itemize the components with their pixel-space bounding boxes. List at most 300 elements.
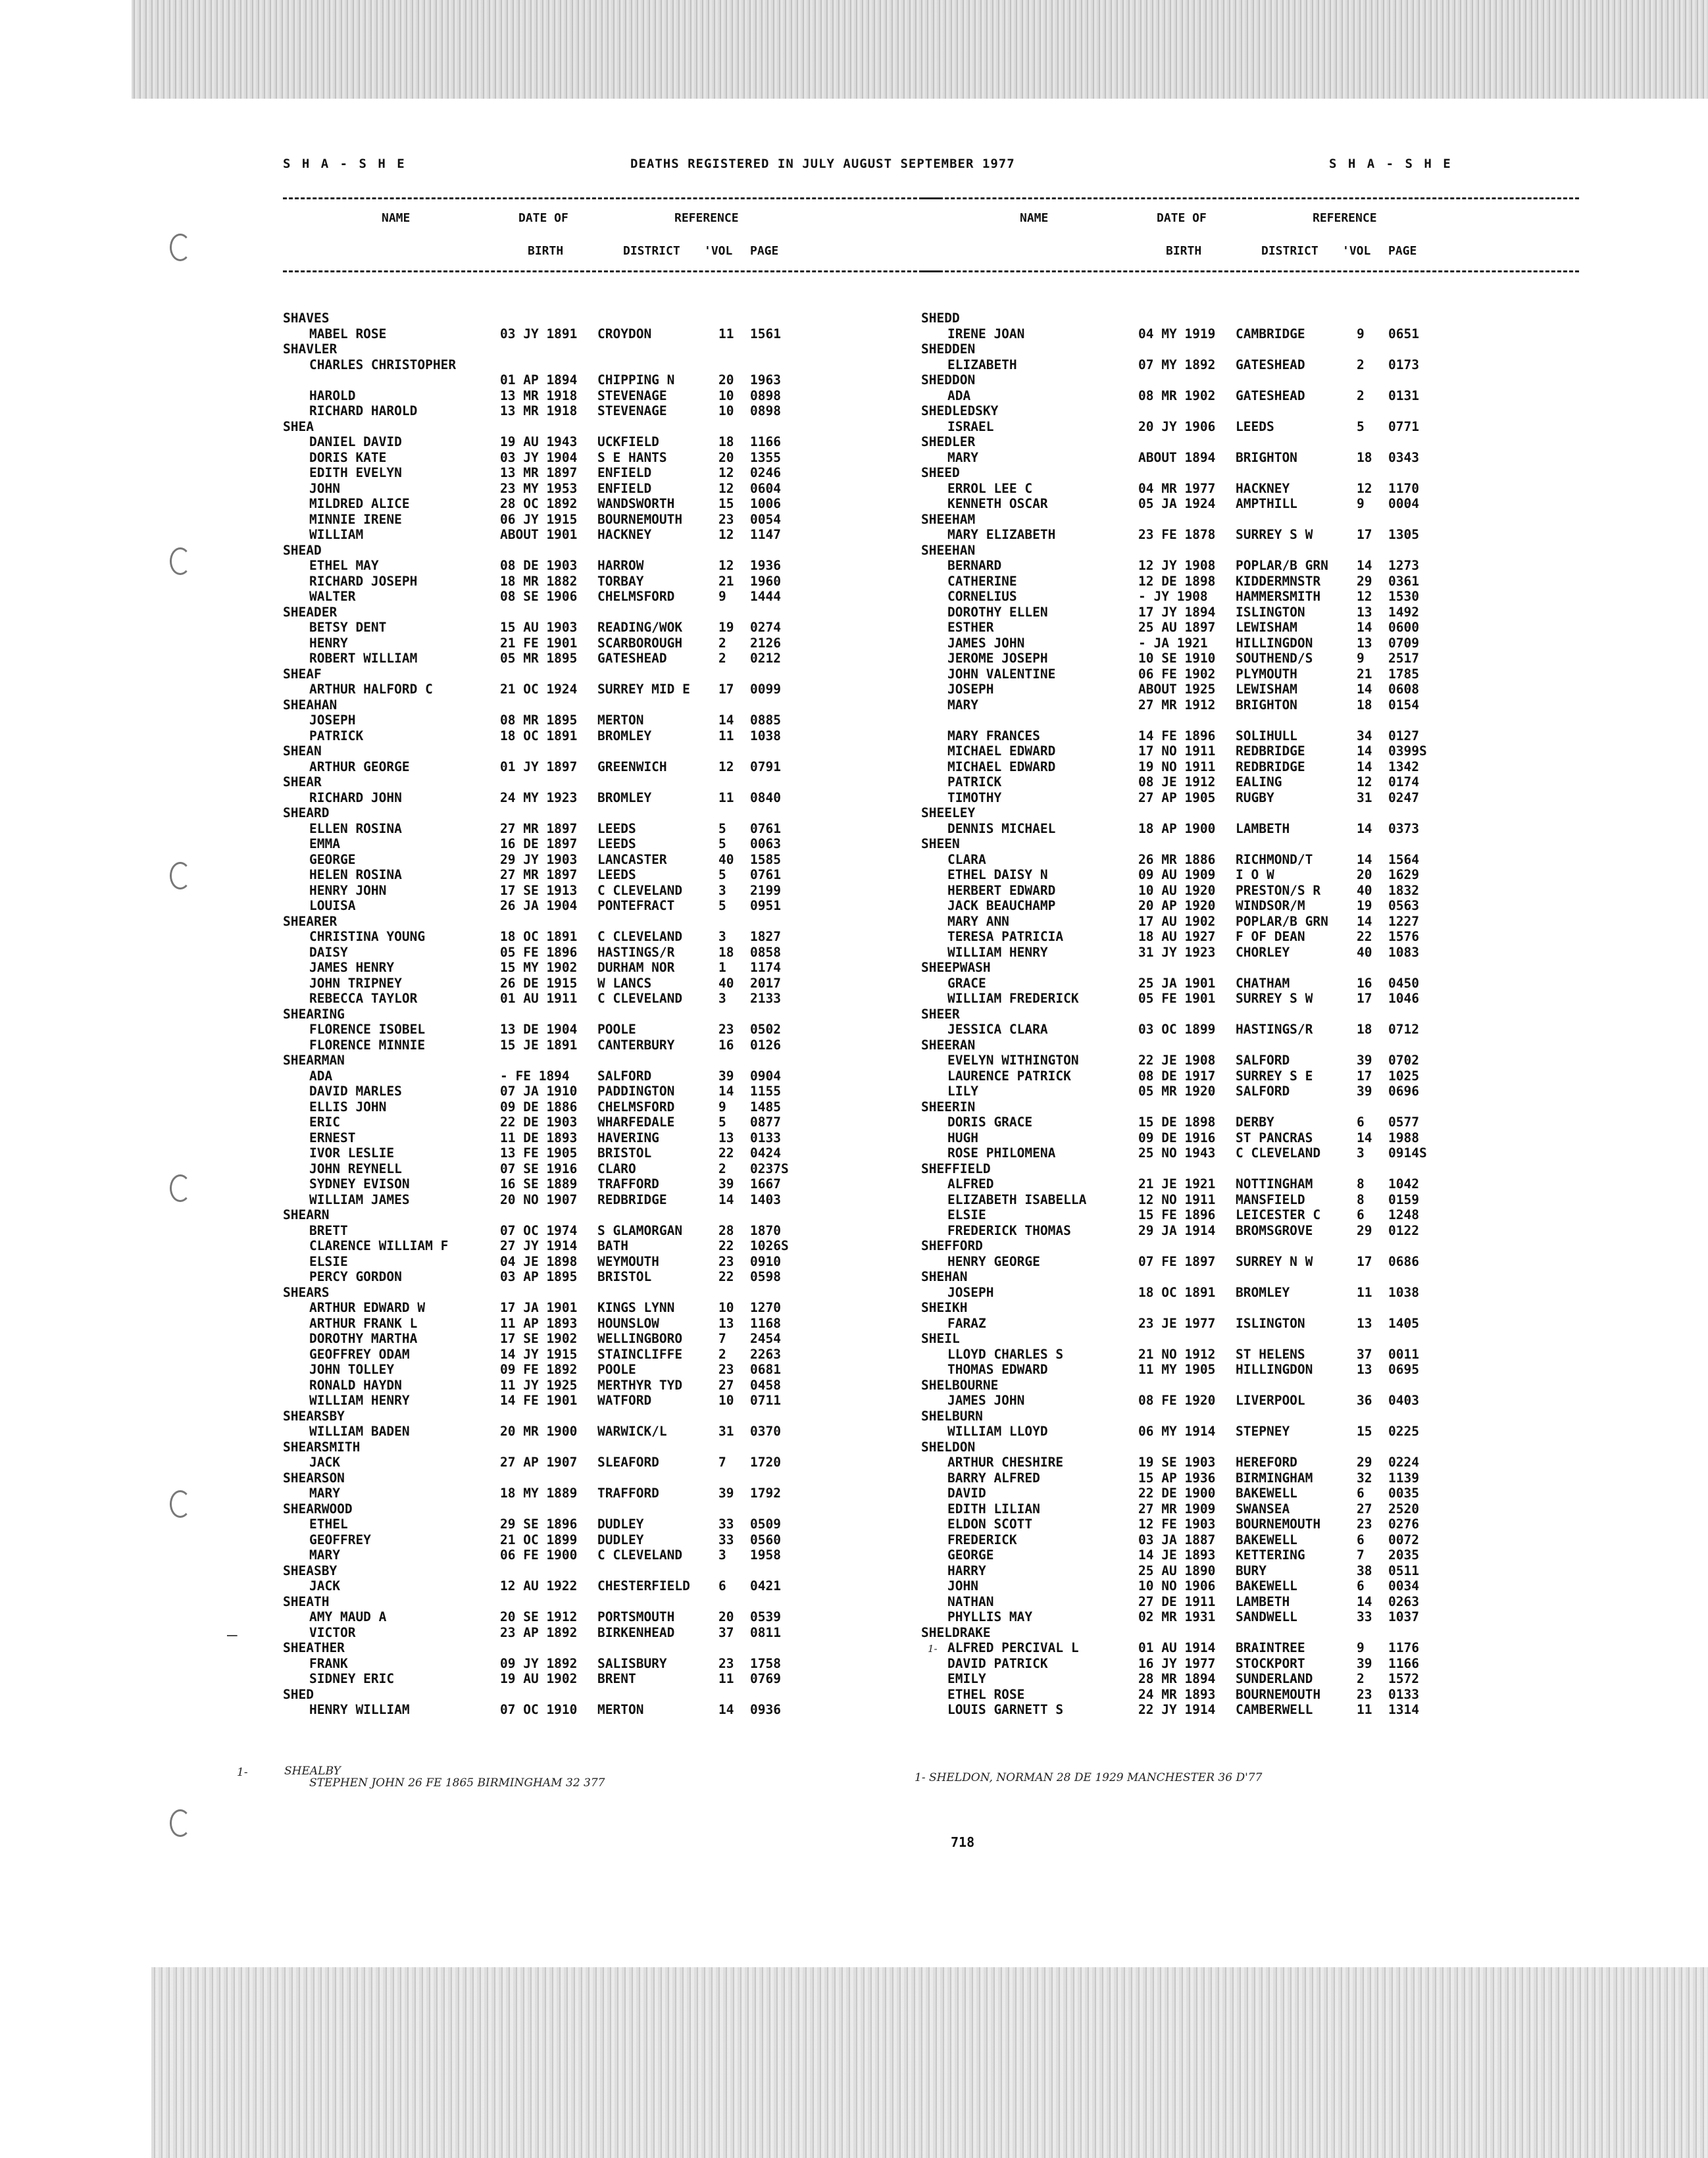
date-of-birth: 05 MR 1920 [1138, 1084, 1216, 1099]
surname-heading-row [921, 465, 1579, 481]
district: POPLAR/B GRN [1236, 558, 1328, 573]
date-of-birth: 20 AP 1920 [1138, 898, 1216, 913]
entry-row [283, 1145, 941, 1161]
district: READING/WOK [597, 620, 683, 635]
district: BURY [1236, 1563, 1267, 1578]
surname: SHEDDON [921, 372, 976, 388]
date-of-birth: 22 JY 1914 [1138, 1702, 1216, 1717]
district: CLARO [597, 1161, 636, 1176]
given-names: MILDRED ALICE [309, 496, 410, 511]
volume: 14 [718, 1192, 734, 1207]
page-ref: 0769 [750, 1671, 781, 1686]
date-of-birth: 21 OC 1924 [500, 682, 578, 697]
date-of-birth: 05 FE 1901 [1138, 991, 1216, 1006]
surname-heading-row [921, 1038, 1579, 1053]
page-ref: 0898 [750, 388, 781, 403]
entry-row [921, 1702, 1579, 1718]
entry-row [283, 357, 941, 373]
entry-row [921, 666, 1579, 682]
volume: 11 [718, 326, 734, 341]
date-of-birth: 15 MY 1902 [500, 960, 578, 975]
surname-heading-row [921, 960, 1579, 976]
date-of-birth: 03 AP 1895 [500, 1269, 578, 1284]
volume: 15 [718, 496, 734, 511]
surname: SHEIKH [921, 1300, 968, 1315]
date-of-birth: 18 AU 1927 [1138, 929, 1216, 944]
date-of-birth: 18 MR 1882 [500, 573, 578, 589]
given-names: ELLIS JOHN [309, 1099, 387, 1115]
given-names: ELSIE [309, 1253, 348, 1269]
date-of-birth: 23 MY 1953 [500, 480, 578, 496]
volume: 18 [718, 944, 734, 960]
district: CHELMSFORD [597, 1099, 675, 1115]
volume: 14 [1357, 851, 1372, 867]
volume: 7 [718, 1455, 726, 1470]
date-of-birth: 03 JY 1891 [500, 326, 578, 341]
given-names: ARTHUR HALFORD C [309, 682, 433, 697]
given-names: MINNIE IRENE [309, 511, 402, 527]
page-ref: 0709 [1388, 635, 1419, 651]
volume: 3 [718, 1547, 726, 1563]
given-names: MARY FRANCES [947, 728, 1040, 743]
page-ref: 1832 [1388, 882, 1419, 898]
page-ref: 2454 [750, 1331, 781, 1346]
district: REDBRIDGE [597, 1192, 667, 1207]
page-ref: 0791 [750, 759, 781, 774]
given-names: DANIEL DAVID [309, 434, 402, 449]
given-names: HARRY [947, 1563, 986, 1578]
surname-heading-row [921, 836, 1579, 852]
volume: 23 [1357, 1686, 1372, 1702]
given-names: JOHN VALENTINE [947, 666, 1056, 682]
date-of-birth: 25 AU 1897 [1138, 620, 1216, 635]
district: HAVERING [597, 1130, 659, 1145]
entry-row [283, 836, 941, 852]
given-names: ALFRED PERCIVAL L [947, 1640, 1079, 1655]
volume: 2 [718, 651, 726, 666]
given-names: RICHARD JOSEPH [309, 573, 418, 589]
volume: 20 [718, 372, 734, 388]
date-of-birth: 16 SE 1889 [500, 1176, 578, 1192]
district: C CLEVELAND [597, 929, 683, 944]
surname: SHEEHAN [921, 542, 976, 558]
surname: SHEDD [921, 311, 960, 326]
given-names: FRANK [309, 1655, 348, 1671]
entry-row [283, 1517, 941, 1532]
district: KINGS LYNN [597, 1300, 675, 1315]
district: MERTON [597, 713, 644, 728]
date-of-birth: 18 AP 1900 [1138, 820, 1216, 836]
surname: SHELBOURNE [921, 1377, 999, 1393]
surname: SHELBURN [921, 1408, 983, 1424]
district: UCKFIELD [597, 434, 659, 449]
date-of-birth: 29 SE 1896 [500, 1517, 578, 1532]
entry-row [921, 1254, 1579, 1270]
entry-row [283, 960, 941, 976]
entry-row [283, 1532, 941, 1548]
punch-hole-mark [170, 547, 191, 575]
volume: 10 [718, 403, 734, 418]
date-of-birth: 12 AU 1922 [500, 1578, 578, 1593]
date-of-birth: 22 JE 1908 [1138, 1053, 1216, 1068]
surname-heading-row [921, 512, 1579, 528]
volume: 13 [1357, 1315, 1372, 1331]
entry-row [283, 1269, 941, 1285]
date-of-birth: 27 JY 1914 [500, 1238, 578, 1253]
volume: 9 [718, 589, 726, 604]
entry-row [921, 774, 1579, 790]
volume: 9 [718, 1099, 726, 1115]
page-ref: 1720 [750, 1455, 781, 1470]
given-names: MABEL ROSE [309, 326, 387, 341]
date-of-birth: 17 SE 1902 [500, 1331, 578, 1346]
given-names: GEORGE [309, 851, 356, 867]
volume: 12 [1357, 480, 1372, 496]
page-ref: 0711 [750, 1393, 781, 1408]
surname: SHEARMAN [283, 1053, 345, 1068]
given-names: ELIZABETH ISABELLA [947, 1192, 1087, 1207]
date-of-birth: 15 AP 1936 [1138, 1470, 1216, 1486]
volume: 17 [1357, 1253, 1372, 1269]
entry-row [921, 1517, 1579, 1532]
page-ref: 0034 [1388, 1578, 1419, 1593]
volume: 39 [1357, 1084, 1372, 1099]
given-names: ETHEL MAY [309, 558, 379, 573]
date-of-birth: 06 MY 1914 [1138, 1424, 1216, 1439]
entry-row [283, 512, 941, 528]
district: GATESHEAD [1236, 388, 1305, 403]
entry-row [921, 496, 1579, 512]
district: POOLE [597, 1022, 636, 1037]
given-names: FARAZ [947, 1315, 986, 1331]
volume: 15 [1357, 1424, 1372, 1439]
scan-border-bottom [151, 1967, 1708, 2158]
volume: 33 [1357, 1609, 1372, 1624]
given-names: MARY ELIZABETH [947, 527, 1056, 542]
page-ref: 0702 [1388, 1053, 1419, 1068]
entry-row [921, 1207, 1579, 1223]
surname-heading-row [283, 1501, 941, 1517]
date-of-birth: 19 AU 1902 [500, 1671, 578, 1686]
entry-row [283, 1130, 941, 1146]
page-ref: 0343 [1388, 449, 1419, 465]
page-ref: 0904 [750, 1068, 781, 1084]
page-ref: 0898 [750, 403, 781, 418]
date-of-birth: 16 DE 1897 [500, 836, 578, 851]
entry-row [283, 1176, 941, 1192]
entry-row [283, 682, 941, 697]
page-ref: 0695 [1388, 1362, 1419, 1377]
given-names: WILLIAM HENRY [947, 944, 1048, 960]
surname: SHEARWOOD [283, 1501, 353, 1517]
volume: 34 [1357, 728, 1372, 743]
entry-row [283, 620, 941, 636]
surname: SHED [283, 1686, 314, 1702]
page-ref: 0840 [750, 790, 781, 805]
entry-row [921, 682, 1579, 697]
given-names: JOHN [947, 1578, 978, 1593]
district: RUGBY [1236, 790, 1274, 805]
given-names: MARY ANN [947, 913, 1009, 929]
entry-row [921, 743, 1579, 759]
given-names: EVELYN WITHINGTON [947, 1053, 1079, 1068]
volume: 23 [718, 511, 734, 527]
district: HILLINGDON [1236, 635, 1313, 651]
given-names: BETSY DENT [309, 620, 387, 635]
page-ref: 1147 [750, 527, 781, 542]
entry-row [283, 574, 941, 590]
surname-heading-row [921, 543, 1579, 559]
given-names: CLARENCE WILLIAM F [309, 1238, 449, 1253]
page-ref: 1561 [750, 326, 781, 341]
volume: 23 [718, 1253, 734, 1269]
page-ref: 1758 [750, 1655, 781, 1671]
date-of-birth: 22 DE 1903 [500, 1115, 578, 1130]
volume: 6 [1357, 1578, 1365, 1593]
volume: 13 [718, 1315, 734, 1331]
entry-row [283, 1378, 941, 1393]
volume: 39 [718, 1068, 734, 1084]
given-names: SYDNEY EVISON [309, 1176, 410, 1192]
given-names: RONALD HAYDN [309, 1377, 402, 1393]
given-names: FLORENCE MINNIE [309, 1037, 426, 1053]
entry-row [921, 1578, 1579, 1594]
given-names: DAVID [947, 1486, 986, 1501]
surname: SHEAR [283, 774, 322, 790]
surname-heading-row [283, 1470, 941, 1486]
volume: 12 [718, 558, 734, 573]
entry-row [283, 636, 941, 651]
entry-row [283, 759, 941, 775]
entry-row [283, 728, 941, 744]
district: DERBY [1236, 1115, 1274, 1130]
date-of-birth: 05 FE 1896 [500, 944, 578, 960]
volume: 5 [718, 820, 726, 836]
given-names: WILLIAM FREDERICK [947, 991, 1079, 1006]
page-ref: 0712 [1388, 1022, 1419, 1037]
entry-row [283, 651, 941, 666]
entry-row [921, 1594, 1579, 1610]
district: ENFIELD [597, 465, 652, 480]
surname-heading-row [921, 1378, 1579, 1393]
given-names: REBECCA TAYLOR [309, 991, 418, 1006]
entry-row [283, 1068, 941, 1084]
surname-heading-row [921, 1625, 1579, 1641]
entry-row [921, 1455, 1579, 1470]
district: POPLAR/B GRN [1236, 913, 1328, 929]
date-of-birth: 03 JA 1887 [1138, 1532, 1216, 1547]
page-ref: 1139 [1388, 1470, 1419, 1486]
page-ref: 1960 [750, 573, 781, 589]
date-of-birth: - FE 1894 [500, 1068, 570, 1084]
volume: 5 [718, 898, 726, 913]
volume: 2 [1357, 388, 1365, 403]
district: LANCASTER [597, 851, 667, 867]
surname-heading-row [921, 1238, 1579, 1254]
district: EALING [1236, 774, 1282, 790]
district: HAMMERSMITH [1236, 589, 1321, 604]
volume: 33 [718, 1532, 734, 1547]
district: C CLEVELAND [1236, 1145, 1321, 1161]
scan-border-top [132, 0, 1708, 99]
date-of-birth: 27 MR 1912 [1138, 697, 1216, 713]
volume: 5 [718, 1115, 726, 1130]
given-names: JAMES HENRY [309, 960, 395, 975]
entry-row [921, 929, 1579, 945]
date-of-birth: 06 FE 1900 [500, 1547, 578, 1563]
district: GREENWICH [597, 759, 667, 774]
district: BRIGHTON [1236, 449, 1297, 465]
page-ref: 1025 [1388, 1068, 1419, 1084]
entry-row [921, 388, 1579, 404]
surname-heading-row [283, 311, 941, 326]
entry-row [921, 1362, 1579, 1378]
given-names: JEROME JOSEPH [947, 651, 1048, 666]
page-ref: 1988 [1388, 1130, 1419, 1145]
district: MANSFIELD [1236, 1192, 1305, 1207]
volume: 2 [718, 1346, 726, 1362]
entry-row [921, 1393, 1579, 1409]
date-of-birth: 14 FE 1896 [1138, 728, 1216, 743]
district: ISLINGTON [1236, 1315, 1305, 1331]
given-names: WILLIAM HENRY [309, 1393, 410, 1408]
date-of-birth: 17 SE 1913 [500, 882, 578, 898]
date-of-birth: 28 MR 1894 [1138, 1671, 1216, 1686]
district: AMPTHILL [1236, 496, 1297, 511]
volume: 14 [1357, 1593, 1372, 1609]
given-names: JOHN TOLLEY [309, 1362, 395, 1377]
given-names: JOSEPH [947, 1284, 994, 1300]
volume: 18 [1357, 449, 1372, 465]
volume: 29 [1357, 1455, 1372, 1470]
volume: 6 [1357, 1532, 1365, 1547]
surname-heading-row [283, 743, 941, 759]
surname: SHEELEY [921, 805, 976, 820]
entry-row [283, 481, 941, 497]
district: SALISBURY [597, 1655, 667, 1671]
date-of-birth: 01 AU 1911 [500, 991, 578, 1006]
entry-row [921, 450, 1579, 466]
volume: 17 [1357, 527, 1372, 542]
given-names: DOROTHY MARTHA [309, 1331, 418, 1346]
district: SURREY MID E [597, 682, 690, 697]
surname: SHEAF [283, 666, 322, 682]
page-ref: 1585 [750, 851, 781, 867]
volume: 12 [1357, 774, 1372, 790]
district: DURHAM NOR [597, 960, 675, 975]
surname-heading-row [283, 1687, 941, 1703]
entry-row [283, 1393, 941, 1409]
date-of-birth: 08 DE 1903 [500, 558, 578, 573]
page-ref: 2517 [1388, 651, 1419, 666]
date-of-birth: 27 MR 1909 [1138, 1501, 1216, 1517]
surname: SHEHAN [921, 1269, 968, 1284]
volume: 40 [718, 975, 734, 991]
volume: 14 [1357, 820, 1372, 836]
entry-row [283, 527, 941, 543]
district: SURREY S W [1236, 991, 1313, 1006]
date-of-birth: 21 OC 1899 [500, 1532, 578, 1547]
entry-row [283, 1084, 941, 1099]
volume: 36 [1357, 1393, 1372, 1408]
page-ref: 1038 [750, 728, 781, 743]
page-ref: 0858 [750, 944, 781, 960]
date-of-birth: 11 DE 1893 [500, 1130, 578, 1145]
entry-row [921, 1486, 1579, 1501]
date-of-birth: 08 DE 1917 [1138, 1068, 1216, 1084]
date-of-birth: 04 JE 1898 [500, 1253, 578, 1269]
given-names: JOHN [309, 480, 340, 496]
district: SURREY S W [1236, 527, 1313, 542]
volume: 20 [718, 449, 734, 465]
entry-row [921, 914, 1579, 930]
district: LEEDS [597, 867, 636, 882]
district: BROMLEY [597, 790, 652, 805]
district: REDBRIDGE [1236, 743, 1305, 759]
surname-heading-row [283, 1409, 941, 1424]
col-page-header: PAGE [1388, 244, 1417, 258]
page-ref: 0072 [1388, 1532, 1419, 1547]
date-of-birth: 08 MR 1895 [500, 713, 578, 728]
given-names: ARTHUR FRANK L [309, 1315, 418, 1331]
entry-row [921, 1347, 1579, 1363]
volume: 13 [1357, 635, 1372, 651]
volume: 3 [718, 882, 726, 898]
left-column [283, 197, 941, 1718]
entry-row [283, 790, 941, 806]
given-names: PHYLLIS MAY [947, 1609, 1033, 1624]
given-names: ETHEL DAISY N [947, 867, 1048, 882]
page-ref: 0450 [1388, 975, 1419, 991]
page-ref: 1492 [1388, 604, 1419, 620]
district: STEVENAGE [597, 403, 667, 418]
given-names: LOUISA [309, 898, 356, 913]
date-of-birth: 15 FE 1896 [1138, 1207, 1216, 1222]
page-ref: 1405 [1388, 1315, 1419, 1331]
page-ref: 1629 [1388, 867, 1419, 882]
district: RICHMOND/T [1236, 851, 1313, 867]
date-of-birth: 07 OC 1974 [500, 1222, 578, 1238]
given-names: RICHARD JOHN [309, 790, 402, 805]
page-ref: 0598 [750, 1269, 781, 1284]
volume: 2 [1357, 357, 1365, 372]
district: WARWICK/L [597, 1424, 667, 1439]
page-ref: 1870 [750, 1222, 781, 1238]
volume: 11 [718, 728, 734, 743]
district: BRISTOL [597, 1145, 652, 1161]
col-birth-header: BIRTH [1166, 244, 1202, 258]
district: STAINCLIFFE [597, 1346, 683, 1362]
district: CAMBERWELL [1236, 1702, 1313, 1717]
date-of-birth: 18 MY 1889 [500, 1486, 578, 1501]
date-of-birth: - JY 1908 [1138, 589, 1208, 604]
date-of-birth: 26 DE 1915 [500, 975, 578, 991]
page-ref: 1355 [750, 449, 781, 465]
surname-heading-row [283, 1563, 941, 1579]
given-names: KENNETH OSCAR [947, 496, 1048, 511]
volume: 22 [1357, 929, 1372, 944]
district: CHELMSFORD [597, 589, 675, 604]
page-ref: 1667 [750, 1176, 781, 1192]
page-ref: 0577 [1388, 1115, 1419, 1130]
district: BROMLEY [597, 728, 652, 743]
entry-row [283, 1038, 941, 1053]
entry-row [921, 1470, 1579, 1486]
district: W LANCS [597, 975, 652, 991]
district: S GLAMORGAN [597, 1222, 683, 1238]
surname-heading-row [283, 543, 941, 559]
volume: 3 [1357, 1145, 1365, 1161]
